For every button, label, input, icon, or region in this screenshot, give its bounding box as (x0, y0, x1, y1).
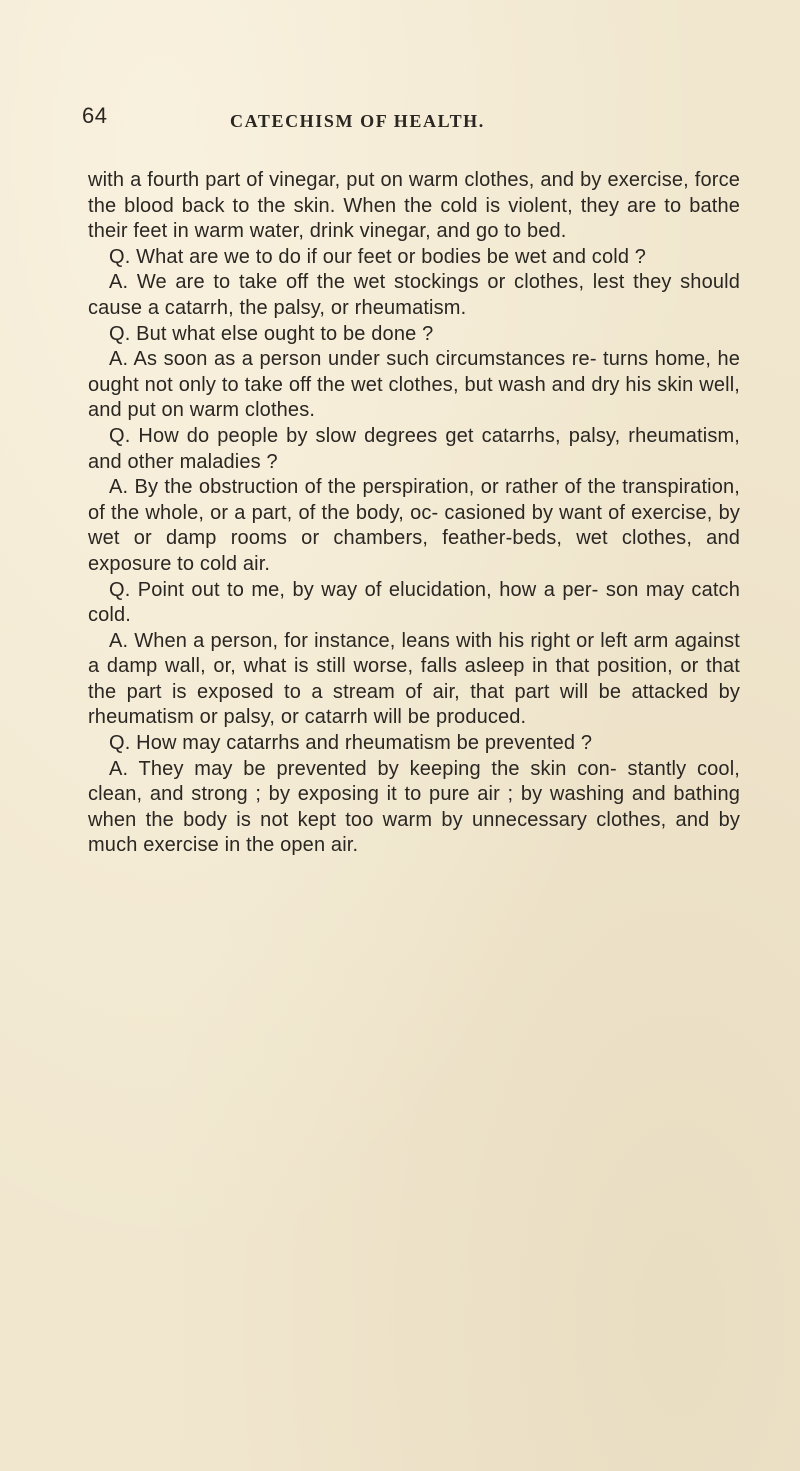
page-header (82, 103, 722, 139)
question-paragraph: Q. Point out to me, by way of elucidation, how a per- son may catch cold. (88, 578, 740, 627)
question-paragraph: Q. How may catarrhs and rheumatism be prevented ? (109, 732, 593, 755)
answer-paragraph: A. We are to take off the wet stockings or clothes, lest they should cause a catarrh, the palsy, or rheumatism. (88, 271, 740, 319)
page-number: 64 (82, 103, 108, 128)
question-paragraph: Q. What are we to do if our feet or bodies be wet and cold ? (109, 245, 647, 268)
question-paragraph: Q. How do people by slow degrees get catarrhs, palsy, rheumatism, and other maladies ? (88, 424, 740, 473)
answer-paragraph: A. When a person, for instance, leans with his right or left arm against a damp wall, or, what is still worse, falls asleep in that position, or that the part is exposed to a stream of air, that part will be attacked by rheumatism or palsy, or catarrh will be produced. (88, 629, 740, 729)
answer-paragraph: A. By the obstruction of the perspiration, or rather of the transpiration, of the whole, or a part, of the body, oc- casioned by want of exercise, by wet or damp rooms or chambers, feather-beds, wet clothes, and exposure to cold air. (88, 476, 740, 575)
question-paragraph: Q. But what else ought to be done ? (109, 322, 434, 345)
answer-paragraph: A. As soon as a person under such circumstances re- turns home, he ought not only to take off the wet clothes, but wash and dry his skin well, and put on warm clothes. (88, 348, 740, 422)
running-head: CATECHISM OF HEALTH. (230, 111, 485, 131)
paragraph-continuation: with a fourth part of vinegar, put on warm clothes, and by exercise, force the blood back to the skin. When the cold is violent, they are to bathe their feet in warm water, drink vinegar, and go to bed. (88, 169, 740, 243)
body-text (88, 168, 740, 859)
answer-paragraph: A. They may be prevented by keeping the skin con- stantly cool, clean, and strong ; by exposing it to pure air ; by washing and bathing when the body is not kept too warm by unnecessary clothes, and by much exercise in the open air. (88, 757, 740, 857)
